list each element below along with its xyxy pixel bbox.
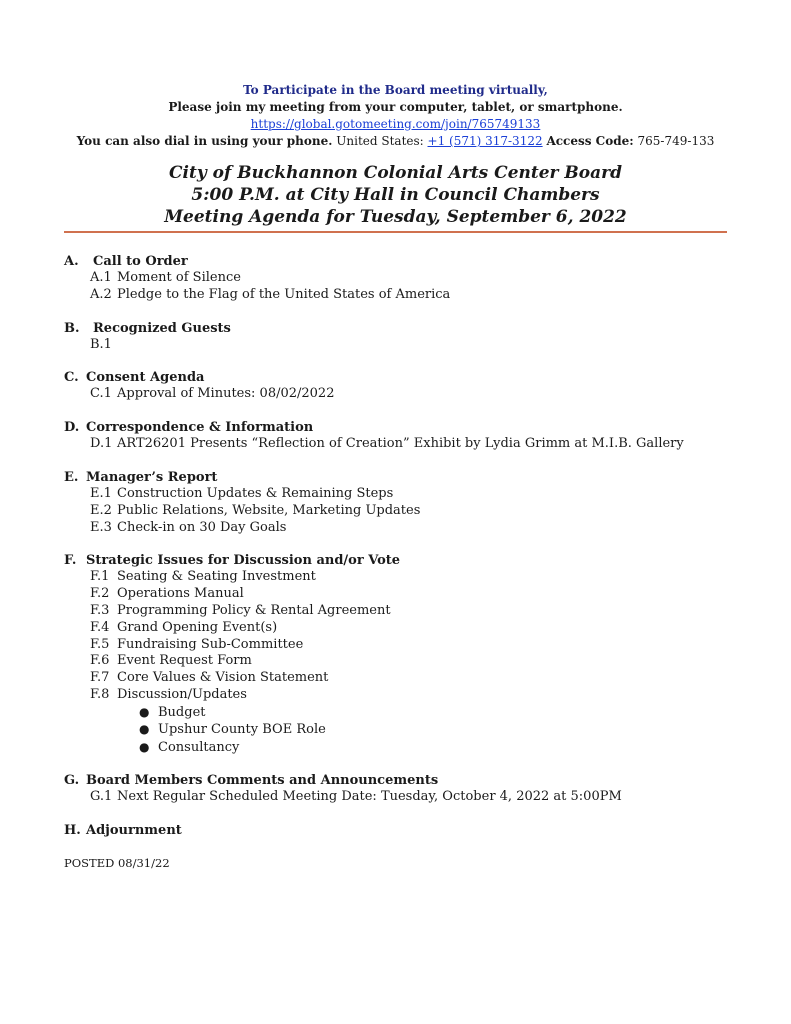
section-heading: Manager’s Report — [86, 469, 218, 485]
section-consent-agenda — [64, 369, 744, 403]
dial-in-country: United States: — [336, 134, 424, 148]
list-item: B.1 — [90, 336, 112, 352]
dial-in-line — [0, 133, 791, 150]
agenda-list — [64, 253, 744, 855]
section-heading: Strategic Issues for Discussion and/or Vote — [86, 553, 401, 569]
discussion-bullets — [64, 704, 744, 757]
dial-in-prefix: You can also dial in using your phone. — [76, 134, 333, 148]
list-item: F.2 Operations Manual — [90, 586, 244, 602]
virtual-meeting-info — [0, 82, 791, 150]
posted-date: POSTED 08/31/22 — [64, 856, 170, 870]
section-letter: C. — [64, 370, 79, 386]
bullet-icon: ● — [139, 704, 150, 719]
access-code-label: Access Code: — [546, 134, 634, 148]
list-item: E.3 Check-in on 30 Day Goals — [90, 519, 287, 535]
section-letter: G. — [64, 773, 80, 789]
board-name: City of Buckhannon Colonial Arts Center Board — [169, 163, 622, 183]
bullet-item: ● Upshur County BOE Role — [139, 722, 326, 738]
list-item: F.5 Fundraising Sub-Committee — [90, 636, 304, 652]
bullet-icon: ● — [139, 739, 150, 754]
section-heading: Call to Order — [93, 254, 188, 269]
agenda-title — [0, 162, 791, 228]
bullet-icon: ● — [139, 722, 150, 737]
meeting-link[interactable]: https://global.gotomeeting.com/join/765749133 — [250, 117, 541, 131]
section-correspondence — [64, 419, 744, 453]
section-letter: A. — [64, 254, 79, 269]
list-item: F.4 Grand Opening Event(s) — [90, 619, 278, 635]
section-letter: D. — [64, 420, 80, 436]
list-item: E.2 Public Relations, Website, Marketing Updates — [90, 502, 421, 518]
list-item: F.3 Programming Policy & Rental Agreement — [90, 602, 391, 618]
section-heading: Board Members Comments and Announcements — [86, 773, 439, 789]
list-item: A.2 Pledge to the Flag of the United States of America — [90, 286, 451, 302]
meeting-date: Meeting Agenda for Tuesday, September 6, 2022 — [164, 207, 627, 227]
section-adjournment — [64, 822, 744, 839]
list-item: F.6 Event Request Form — [90, 653, 252, 669]
list-item: A.1 Moment of Silence — [90, 270, 241, 285]
list-item: F.1 Seating & Seating Investment — [90, 569, 316, 585]
list-item: F.8 Discussion/Updates — [90, 686, 247, 702]
section-heading: Consent Agenda — [86, 370, 205, 386]
list-item: G.1 Next Regular Scheduled Meeting Date: Tuesday, October 4, 2022 at 5:00PM — [90, 789, 622, 805]
access-code-value: 765-749-133 — [637, 134, 715, 148]
list-item: F.7 Core Values & Vision Statement — [90, 670, 329, 686]
title-divider — [64, 231, 727, 233]
join-instructions: Please join my meeting from your computer, tablet, or smartphone. — [168, 100, 623, 114]
section-heading: Correspondence & Information — [86, 420, 314, 436]
list-item: E.1 Construction Updates & Remaining Steps — [90, 485, 394, 501]
virtual-meeting-heading: To Participate in the Board meeting virtually, — [243, 83, 548, 97]
list-item: D.1 ART26201 Presents “Reflection of Creation” Exhibit by Lydia Grimm at M.I.B. Gallery — [90, 436, 684, 452]
meeting-time-location: 5:00 P.M. at City Hall in Council Chambers — [191, 185, 600, 205]
section-letter: B. — [64, 320, 80, 336]
section-letter: E. — [64, 469, 79, 485]
bullet-item: ● Consultancy — [139, 739, 240, 755]
section-board-comments — [64, 772, 744, 806]
section-heading: Adjournment — [86, 823, 182, 839]
section-managers-report — [64, 469, 744, 536]
section-heading: Recognized Guests — [93, 320, 231, 336]
phone-number-link[interactable]: +1 (571) 317-3122 — [427, 134, 543, 148]
section-letter: H. — [64, 823, 81, 839]
list-item: C.1 Approval of Minutes: 08/02/2022 — [90, 386, 335, 402]
section-recognized-guests — [64, 320, 744, 354]
bullet-item: ● Budget — [139, 704, 206, 720]
section-strategic-issues — [64, 552, 744, 756]
section-letter: F. — [64, 553, 77, 569]
section-call-to-order — [64, 253, 744, 304]
